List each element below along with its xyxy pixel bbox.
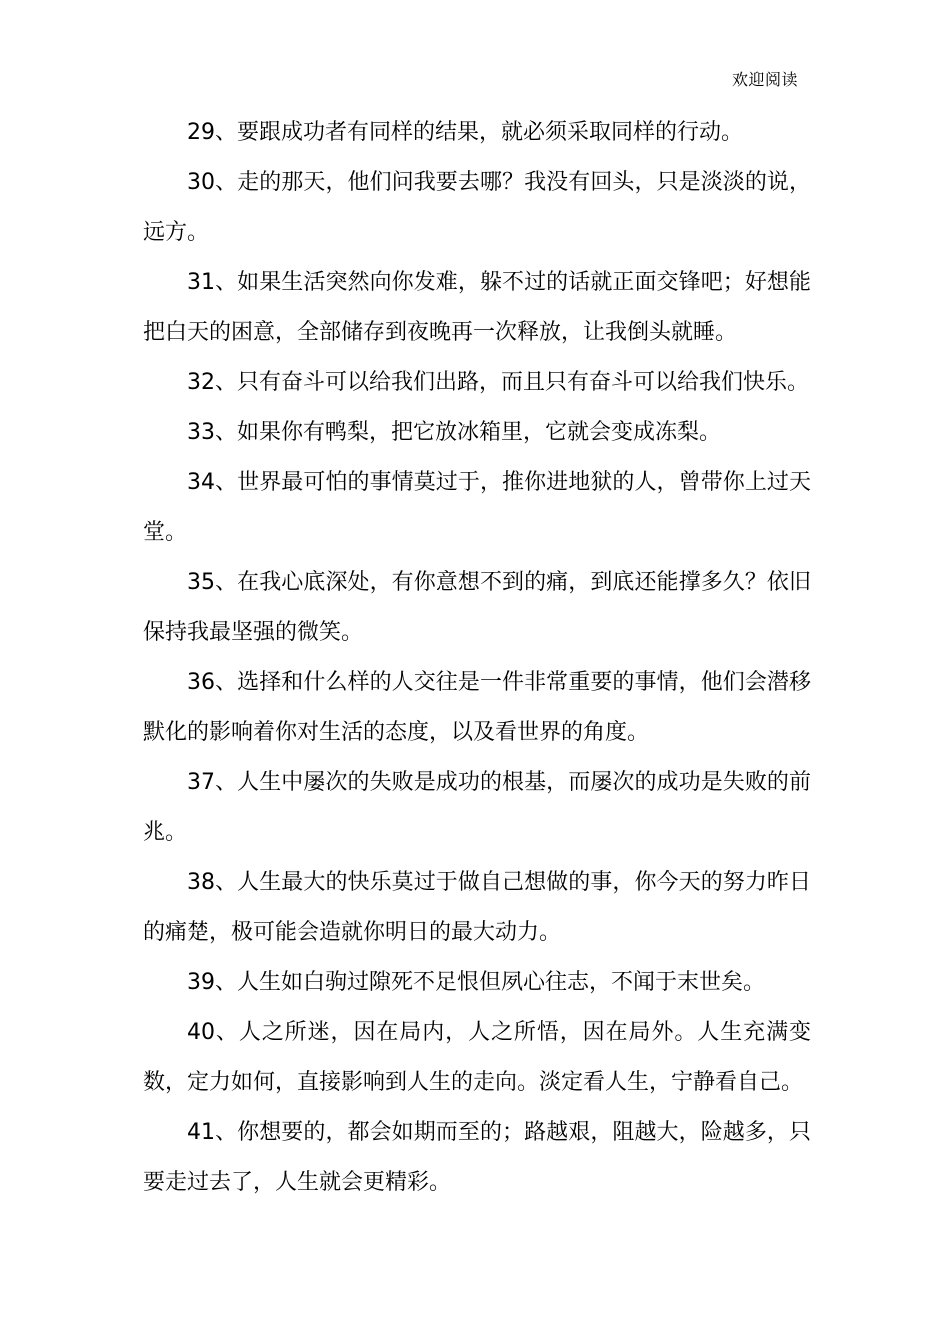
paragraph-29: 29、要跟成功者有同样的结果，就必须采取同样的行动。	[187, 120, 743, 145]
paragraph-36: 36、选择和什么样的人交往是一件非常重要的事情，他们会潜移默化的影响着你对生活的态度，以及看世界的角度。	[143, 670, 811, 745]
document-body	[143, 108, 811, 1208]
paragraph-40: 40、人之所迷，因在局内，人之所悟，因在局外。人生充满变数，定力如何，直接影响到人生的走向。淡定看人生，宁静看自己。	[143, 1020, 811, 1095]
paragraph-31: 31、如果生活突然向你发难，躲不过的话就正面交锋吧；好想能把白天的困意，全部储存到夜晚再一次释放，让我倒头就睡。	[143, 270, 811, 345]
page-header: 欢迎阅读	[731, 70, 798, 89]
paragraph-35: 35、在我心底深处，有你意想不到的痛，到底还能撑多久？依旧保持我最坚强的微笑。	[143, 570, 811, 645]
paragraph-33: 33、如果你有鸭梨，把它放冰箱里，它就会变成冻梨。	[187, 420, 721, 445]
paragraph-32: 32、只有奋斗可以给我们出路，而且只有奋斗可以给我们快乐。	[187, 370, 809, 395]
paragraph-38: 38、人生最大的快乐莫过于做自己想做的事，你今天的努力昨日的痛楚，极可能会造就你明日的最大动力。	[143, 870, 811, 945]
paragraph-37: 37、人生中屡次的失败是成功的根基，而屡次的成功是失败的前兆。	[143, 770, 811, 845]
paragraph-39: 39、人生如白驹过隙死不足恨但夙心往志，不闻于末世矣。	[187, 970, 765, 995]
paragraph-41: 41、你想要的，都会如期而至的；路越艰，阻越大，险越多，只要走过去了，人生就会更精彩。	[143, 1120, 811, 1195]
paragraph-30: 30、走的那天，他们问我要去哪？我没有回头，只是淡淡的说，远方。	[143, 170, 811, 245]
paragraph-34: 34、世界最可怕的事情莫过于，推你进地狱的人，曾带你上过天堂。	[143, 470, 811, 545]
